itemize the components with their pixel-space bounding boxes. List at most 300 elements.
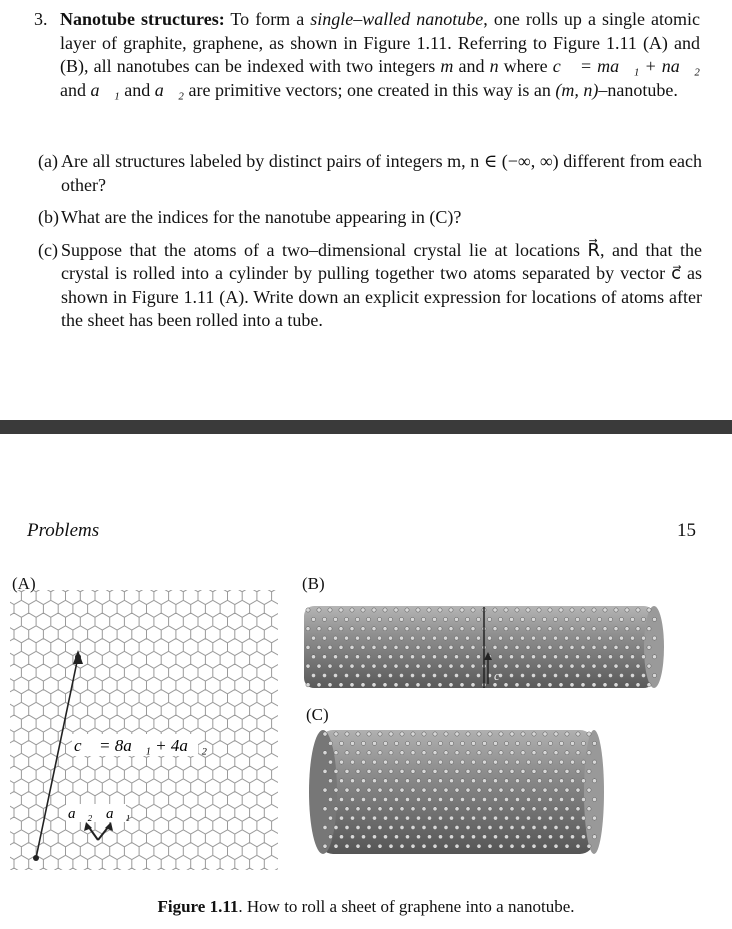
carbon-atom: [515, 645, 519, 649]
carbon-atom: [328, 683, 332, 687]
carbon-atom: [515, 608, 519, 612]
carbon-atom: [311, 655, 315, 659]
nanotube-b: [298, 596, 668, 696]
carbon-atom: [355, 673, 359, 677]
carbon-atom: [630, 673, 634, 677]
carbon-atom: [477, 825, 481, 829]
carbon-atom: [597, 673, 601, 677]
carbon-atom: [328, 627, 332, 631]
carbon-atom: [641, 636, 645, 640]
carbon-atom: [388, 617, 392, 621]
problem-text: and: [60, 79, 91, 100]
graphene-lattice: [10, 590, 278, 870]
problem-text: and: [453, 56, 490, 76]
carbon-atom: [509, 617, 513, 621]
carbon-atom: [455, 807, 459, 811]
carbon-atom: [636, 683, 640, 687]
carbon-atom: [333, 655, 337, 659]
carbon-atom: [317, 664, 321, 668]
carbon-atom: [570, 741, 574, 745]
carbon-atom: [510, 769, 514, 773]
carbon-atom: [361, 645, 365, 649]
carbon-atom: [400, 844, 404, 848]
carbon-atom: [367, 807, 371, 811]
carbon-atom: [400, 825, 404, 829]
carbon-atom: [323, 769, 327, 773]
carbon-atom: [389, 844, 393, 848]
carbon-atom: [383, 683, 387, 687]
carbon-atom: [499, 788, 503, 792]
carbon-atom: [625, 664, 629, 668]
carbon-atom: [504, 779, 508, 783]
carbon-atom: [520, 673, 524, 677]
carbon-atom: [543, 751, 547, 755]
carbon-atom: [592, 683, 596, 687]
carbon-atom: [608, 617, 612, 621]
carbon-atom: [553, 617, 557, 621]
carbon-atom: [466, 825, 470, 829]
carbon-atom: [399, 617, 403, 621]
carbon-atom: [339, 664, 343, 668]
carbon-atom: [383, 627, 387, 631]
carbon-atom: [608, 655, 612, 659]
carbon-atom: [608, 673, 612, 677]
carbon-atom: [323, 844, 327, 848]
carbon-atom: [542, 673, 546, 677]
carbon-atom: [433, 732, 437, 736]
carbon-atom: [521, 825, 525, 829]
carbon-atom: [487, 617, 491, 621]
problem-text: and: [119, 79, 155, 100]
carbon-atom: [460, 664, 464, 668]
carbon-atom: [444, 788, 448, 792]
carbon-atom: [350, 835, 354, 839]
carbon-atom: [317, 627, 321, 631]
carbon-atom: [361, 608, 365, 612]
carbon-atom: [565, 788, 569, 792]
carbon-atom: [526, 797, 530, 801]
carbon-atom: [438, 608, 442, 612]
carbon-atom: [427, 797, 431, 801]
carbon-atom: [389, 788, 393, 792]
carbon-atom: [537, 779, 541, 783]
carbon-atom: [537, 741, 541, 745]
carbon-atom: [460, 608, 464, 612]
carbon-atom: [444, 807, 448, 811]
carbon-atom: [333, 617, 337, 621]
carbon-atom: [532, 807, 536, 811]
carbon-atom: [421, 636, 425, 640]
carbon-atom: [482, 816, 486, 820]
carbon-atom: [323, 825, 327, 829]
carbon-atom: [504, 816, 508, 820]
carbon-atom: [537, 760, 541, 764]
carbon-atom: [449, 608, 453, 612]
subquestion-a: [38, 150, 702, 197]
carbon-atom: [543, 844, 547, 848]
carbon-atom: [427, 645, 431, 649]
carbon-atom: [383, 779, 387, 783]
carbon-atom: [355, 636, 359, 640]
carbon-atom: [466, 807, 470, 811]
carbon-atom: [416, 816, 420, 820]
carbon-atom: [564, 636, 568, 640]
carbon-atom: [323, 732, 327, 736]
carbon-atom: [587, 769, 591, 773]
carbon-atom: [339, 816, 343, 820]
carbon-atom: [493, 683, 497, 687]
carbon-atom: [641, 617, 645, 621]
hexagon-grid: [10, 590, 278, 870]
carbon-atom: [460, 779, 464, 783]
carbon-atom: [361, 760, 365, 764]
hexagon-mesh: [10, 590, 278, 870]
carbon-atom: [647, 645, 651, 649]
carbon-atom: [339, 835, 343, 839]
carbon-atom: [372, 835, 376, 839]
carbon-atom: [575, 673, 579, 677]
carbon-atom: [592, 645, 596, 649]
carbon-atom: [554, 807, 558, 811]
carbon-atom: [488, 769, 492, 773]
carbon-atom: [537, 664, 541, 668]
caption-bold: Figure 1.11: [157, 897, 239, 916]
carbon-atom: [576, 807, 580, 811]
carbon-atom: [521, 769, 525, 773]
carbon-atom: [499, 807, 503, 811]
carbon-atom: [586, 636, 590, 640]
carbon-atom: [597, 655, 601, 659]
carbon-atom: [350, 608, 354, 612]
carbon-atom: [465, 655, 469, 659]
carbon-atom: [471, 645, 475, 649]
carbon-atom: [576, 751, 580, 755]
carbon-atom: [499, 732, 503, 736]
carbon-atom: [427, 741, 431, 745]
carbon-atom: [504, 627, 508, 631]
carbon-atom: [372, 816, 376, 820]
carbon-atom: [383, 645, 387, 649]
carbon-atom: [476, 617, 480, 621]
carbon-atom: [344, 655, 348, 659]
carbon-atom: [542, 617, 546, 621]
carbon-atom: [548, 683, 552, 687]
carbon-atom: [515, 741, 519, 745]
carbon-atom: [548, 835, 552, 839]
carbon-atom: [366, 673, 370, 677]
carbon-atom: [587, 825, 591, 829]
carbon-atom: [416, 779, 420, 783]
carbon-atom: [405, 760, 409, 764]
carbon-atom: [444, 844, 448, 848]
carbon-atom: [597, 636, 601, 640]
carbon-atom: [652, 617, 656, 621]
carbon-atom: [421, 655, 425, 659]
carbon-atom: [405, 664, 409, 668]
carbon-atom: [394, 645, 398, 649]
carbon-atom: [422, 751, 426, 755]
carbon-atom: [592, 760, 596, 764]
carbon-atom: [378, 769, 382, 773]
nanotube-c-svg: [307, 722, 607, 862]
carbon-atom: [350, 797, 354, 801]
carbon-atom: [537, 797, 541, 801]
carbon-atom: [444, 732, 448, 736]
carbon-atom: [422, 788, 426, 792]
carbon-atom: [537, 608, 541, 612]
carbon-atom: [444, 825, 448, 829]
carbon-atom: [493, 741, 497, 745]
carbon-atom: [383, 760, 387, 764]
carbon-atom: [614, 608, 618, 612]
carbon-atom: [339, 741, 343, 745]
carbon-atom: [345, 788, 349, 792]
page-divider-bar: [0, 420, 732, 434]
carbon-atom: [548, 627, 552, 631]
carbon-atom: [405, 835, 409, 839]
carbon-atom: [454, 617, 458, 621]
carbon-atom: [515, 779, 519, 783]
carbon-atom: [559, 816, 563, 820]
carbon-atom: [400, 788, 404, 792]
carbon-atom: [388, 673, 392, 677]
carbon-atom: [317, 645, 321, 649]
carbon-atom: [416, 741, 420, 745]
carbon-atom: [350, 741, 354, 745]
carbon-atom: [350, 779, 354, 783]
carbon-atom: [311, 636, 315, 640]
graphene-lattice-svg: [10, 590, 278, 870]
carbon-atom: [504, 797, 508, 801]
carbon-atom: [377, 636, 381, 640]
carbon-atom: [543, 807, 547, 811]
carbon-atom: [564, 655, 568, 659]
carbon-atom: [570, 779, 574, 783]
carbon-atom: [471, 683, 475, 687]
carbon-atom: [444, 769, 448, 773]
carbon-atom: [366, 636, 370, 640]
carbon-atom: [619, 617, 623, 621]
carbon-atom: [328, 816, 332, 820]
carbon-atom: [636, 608, 640, 612]
carbon-atom: [410, 636, 414, 640]
subquestion-label: (b): [38, 207, 59, 227]
carbon-atom: [537, 816, 541, 820]
carbon-atom: [592, 779, 596, 783]
carbon-atom: [394, 741, 398, 745]
carbon-atom: [438, 627, 442, 631]
carbon-atom: [345, 769, 349, 773]
carbon-atom: [388, 655, 392, 659]
carbon-atom: [559, 760, 563, 764]
carbon-atom: [498, 636, 502, 640]
carbon-atom: [345, 844, 349, 848]
carbon-atom: [427, 760, 431, 764]
carbon-atom: [559, 664, 563, 668]
carbon-atom: [515, 627, 519, 631]
carbon-atom: [323, 807, 327, 811]
carbon-atom: [532, 825, 536, 829]
carbon-atom: [394, 627, 398, 631]
carbon-atom: [499, 844, 503, 848]
carbon-atom: [449, 645, 453, 649]
carbon-atom: [328, 797, 332, 801]
carbon-atom: [521, 751, 525, 755]
carbon-atom: [334, 751, 338, 755]
carbon-atom: [322, 673, 326, 677]
carbon-atom: [548, 816, 552, 820]
carbon-atom: [493, 779, 497, 783]
carbon-atom: [581, 779, 585, 783]
carbon-atom: [565, 732, 569, 736]
carbon-atom: [394, 664, 398, 668]
carbon-atom: [526, 835, 530, 839]
carbon-atom: [345, 751, 349, 755]
carbon-atom: [367, 844, 371, 848]
carbon-atom: [471, 797, 475, 801]
carbon-atom: [531, 673, 535, 677]
carbon-atom: [389, 751, 393, 755]
carbon-atom: [510, 751, 514, 755]
carbon-atom: [614, 627, 618, 631]
carbon-atom: [377, 617, 381, 621]
carbon-atom: [587, 807, 591, 811]
carbon-atom: [531, 636, 535, 640]
carbon-atom: [636, 645, 640, 649]
carbon-atom: [328, 741, 332, 745]
carbon-atom: [647, 683, 651, 687]
tube-c-end-left: [309, 730, 337, 854]
carbon-atom: [345, 825, 349, 829]
carbon-atom: [383, 797, 387, 801]
carbon-atom: [460, 760, 464, 764]
carbon-atom: [565, 825, 569, 829]
carbon-atom: [465, 636, 469, 640]
carbon-atom: [471, 779, 475, 783]
carbon-atom: [355, 617, 359, 621]
carbon-atom: [455, 788, 459, 792]
carbon-atom: [427, 683, 431, 687]
carbon-atom: [581, 741, 585, 745]
carbon-atom: [322, 636, 326, 640]
carbon-atom: [443, 655, 447, 659]
carbon-atom: [515, 683, 519, 687]
carbon-atom: [559, 683, 563, 687]
subquestion-label: (c): [38, 239, 58, 260]
carbon-atom: [328, 779, 332, 783]
carbon-atom: [339, 608, 343, 612]
carbon-atom: [438, 835, 442, 839]
carbon-atom: [575, 655, 579, 659]
carbon-atom: [625, 645, 629, 649]
carbon-atom: [350, 664, 354, 668]
carbon-atom: [361, 816, 365, 820]
carbon-atom: [372, 760, 376, 764]
carbon-atom: [372, 797, 376, 801]
carbon-atom: [619, 655, 623, 659]
carbon-atom: [575, 636, 579, 640]
carbon-atom: [614, 664, 618, 668]
carbon-atom: [641, 673, 645, 677]
carbon-atom: [592, 608, 596, 612]
carbon-atom: [548, 779, 552, 783]
carbon-atom: [394, 760, 398, 764]
carbon-atom: [488, 807, 492, 811]
carbon-atom: [372, 741, 376, 745]
carbon-atom: [372, 779, 376, 783]
subquestion-c: [38, 239, 702, 333]
carbon-atom: [449, 779, 453, 783]
carbon-atom: [520, 617, 524, 621]
carbon-atom: [449, 816, 453, 820]
carbon-atom: [553, 673, 557, 677]
carbon-atom: [317, 608, 321, 612]
carbon-atom: [411, 751, 415, 755]
carbon-atom: [367, 788, 371, 792]
carbon-atom: [471, 816, 475, 820]
carbon-atom: [443, 617, 447, 621]
carbon-atom: [421, 673, 425, 677]
carbon-atom: [345, 732, 349, 736]
carbon-atom: [449, 797, 453, 801]
carbon-atom: [410, 617, 414, 621]
carbon-atom: [432, 655, 436, 659]
carbon-atom: [334, 825, 338, 829]
carbon-atom: [587, 751, 591, 755]
carbon-atom: [454, 655, 458, 659]
carbon-atom: [537, 835, 541, 839]
carbon-atom: [581, 627, 585, 631]
carbon-atom: [510, 844, 514, 848]
carbon-atom: [405, 683, 409, 687]
carbon-atom: [460, 627, 464, 631]
carbon-atom: [531, 617, 535, 621]
carbon-atom: [581, 816, 585, 820]
carbon-atom: [570, 627, 574, 631]
figure-caption: [0, 897, 732, 917]
carbon-atom: [323, 788, 327, 792]
carbon-atom: [411, 844, 415, 848]
carbon-atom: [636, 664, 640, 668]
problem-text: –nanotube.: [598, 79, 678, 100]
carbon-atom: [334, 788, 338, 792]
carbon-atom: [361, 835, 365, 839]
carbon-atom: [570, 664, 574, 668]
carbon-atom: [422, 807, 426, 811]
subquestion-b: [38, 206, 702, 230]
carbon-atom: [537, 683, 541, 687]
carbon-atom: [394, 779, 398, 783]
problem-text: where: [498, 56, 553, 76]
carbon-atom: [493, 816, 497, 820]
carbon-atom: [377, 655, 381, 659]
carbon-atom: [532, 732, 536, 736]
carbon-atom: [350, 760, 354, 764]
carbon-atom: [652, 655, 656, 659]
carbon-atom: [531, 655, 535, 659]
carbon-atom: [526, 741, 530, 745]
carbon-atom: [608, 636, 612, 640]
carbon-atom: [509, 655, 513, 659]
carbon-atom: [482, 779, 486, 783]
carbon-atom: [466, 788, 470, 792]
carbon-atom: [576, 769, 580, 773]
carbon-atom: [504, 835, 508, 839]
carbon-atom: [405, 797, 409, 801]
carbon-atom: [564, 673, 568, 677]
carbon-atom: [389, 825, 393, 829]
carbon-atom: [438, 816, 442, 820]
